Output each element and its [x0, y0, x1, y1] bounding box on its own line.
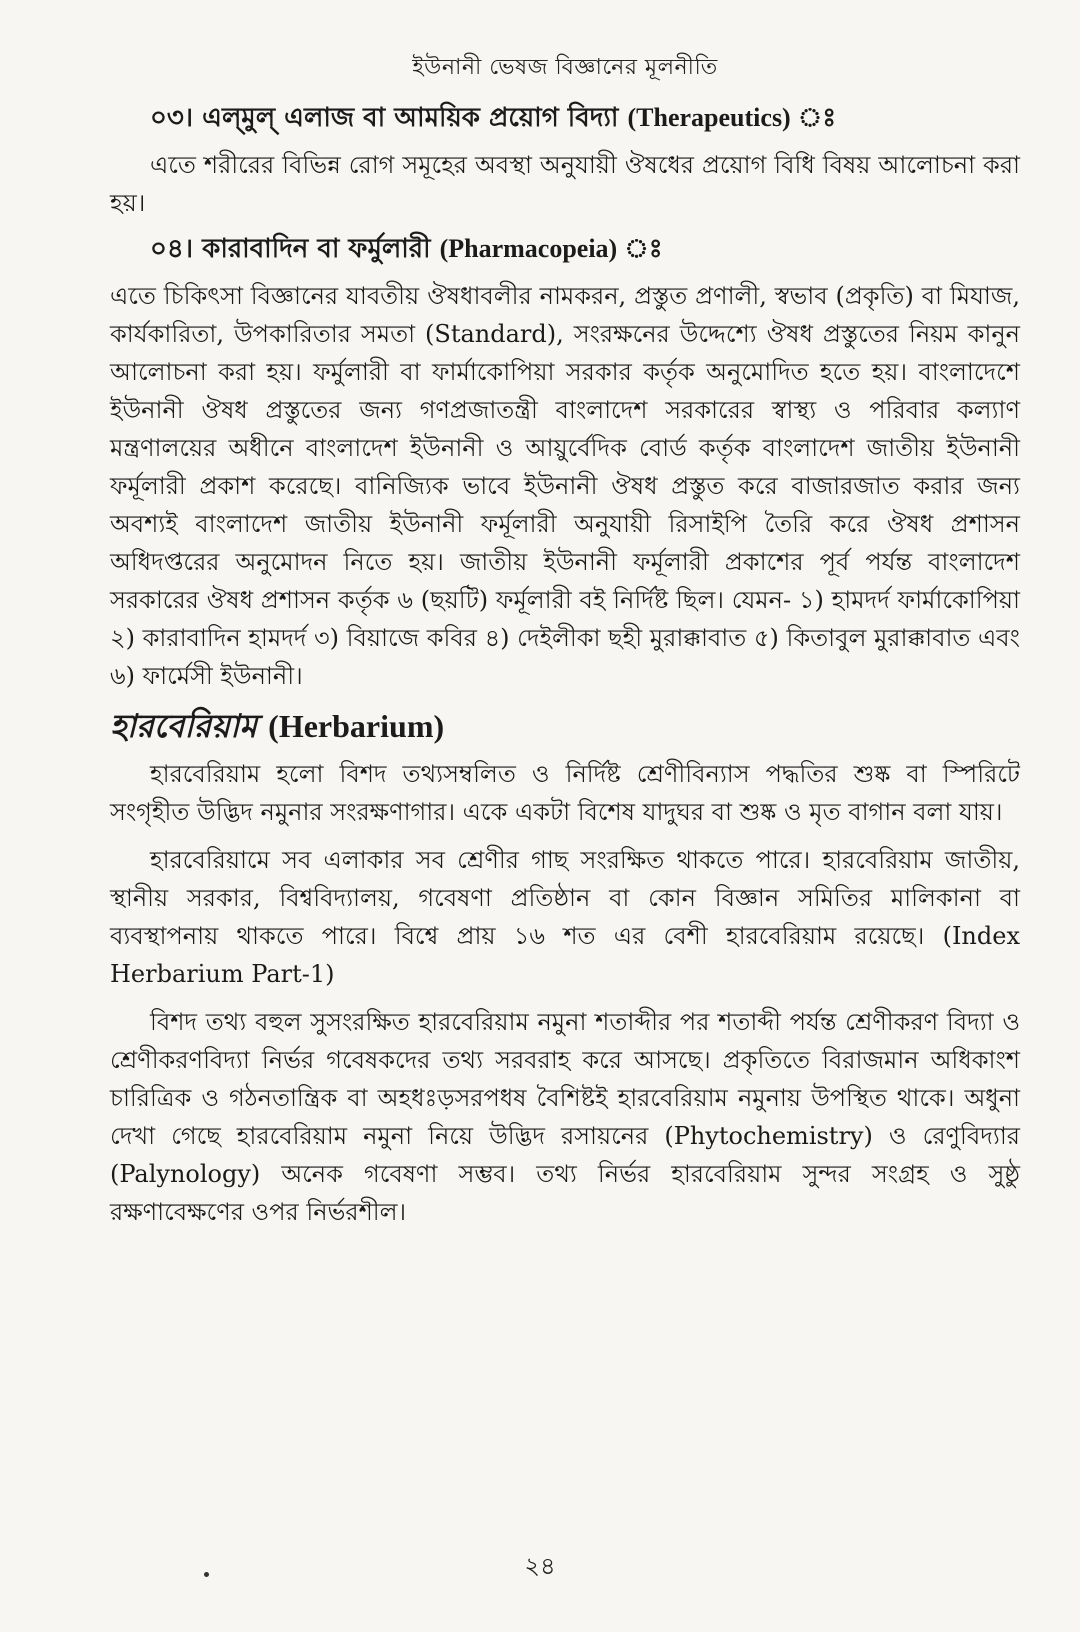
- running-header: ইউনানী ভেষজ বিজ্ঞানের মূলনীতি: [412, 55, 718, 80]
- herbarium-heading-bn: হারবেরিয়াম: [110, 706, 258, 745]
- herbarium-heading: [110, 707, 1020, 745]
- section-heading-bn: ০৩। এল্‌মুল্‌ এলাজ বা আময়িক প্রয়োগ বিদ্যা: [150, 103, 619, 133]
- paragraph-pharmacopeia: এতে চিকিৎসা বিজ্ঞানের যাবতীয় ঔষধাবলীর নামকরন, প্রস্তুত প্রণালী, স্বভাব (প্রকৃতি) বা মিযাজ, কার্যকারিতা, উপকারিতার সমতা (Standard), সংরক্ষনের উদ্দেশ্যে ঔষধ প্রস্তুতের নিয়ম কানুন আলোচনা করা হয়। ফর্মুলারী বা ফার্মাকোপিয়া সরকার কর্তৃক অনুমোদিত হতে হয়। বাংলাদেশে ইউনানী ঔষধ প্রস্তুতের জন্য গণপ্রজাতন্ত্রী বাংলাদেশ সরকারের স্বাস্থ্য ও পরিবার কল্যাণ মন্ত্রণালয়ের অধীনে বাংলাদেশ ইউনানী ও আয়ুর্বেদিক বোর্ড কর্তৃক বাংলাদেশ জাতীয় ইউনানী ফর্মূলারী প্রকাশ করেছে। বানিজ্যিক ভাবে ইউনানী ঔষধ প্রস্তুত করে বাজারজাত করার জন্য অবশ্যই বাংলাদেশ জাতীয় ইউনানী ফর্মূলারী অনুযায়ী রিসাইপি তৈরি করে ঔষধ প্রশাসন অধিদপ্তরের অনুমোদন নিতে হয়। জাতীয় ইউনানী ফর্মূলারী প্রকাশের পূর্ব পর্যন্ত বাংলাদেশ সরকারের ঔষধ প্রশাসন কর্তৃক ৬ (ছয়টি) ফর্মূলারী বই নির্দিষ্ট ছিল। যেমন- ১) হামদর্দ ফার্মাকোপিয়া ২) কারাবাদিন হামদর্দ ৩) বিয়াজে কবির ৪) দেইলীকা ছহী মুরাক্কাবাত ৫) কিতাবুল মুরাক্কাবাত এবং ৬) ফার্মেসী ইউনানী।: [110, 281, 1020, 690]
- page-number: ২৪: [524, 1552, 556, 1580]
- paragraph-therapeutics: এতে শরীরের বিভিন্ন রোগ সমূহের অবস্থা অনুযায়ী ঔষধের প্রয়োগ বিধি বিষয় আলোচনা করা হয়।: [110, 150, 1020, 217]
- paragraph-herbarium-2: হারবেরিয়ামে সব এলাকার সব শ্রেণীর গাছ সংরক্ষিত থাকতে পারে। হারবেরিয়াম জাতীয়, স্থানীয় সরকার, বিশ্ববিদ্যালয়, গবেষণা প্রতিষ্ঠান বা কোন বিজ্ঞান সমিতির মালিকানা বা ব্যবস্থাপনায় থাকতে পারে। বিশ্বে প্রায় ১৬ শত এর বেশী হারবেরিয়াম রয়েছে। (Index Herbarium Part-1): [110, 845, 1020, 988]
- paragraph-herbarium-1: হারবেরিয়াম হলো বিশদ তথ্যসম্বলিত ও নির্দিষ্ট শ্রেণীবিন্যাস পদ্ধতির শুষ্ক বা স্পিরিটে সংগৃহীত উদ্ভিদ নমুনার সংরক্ষণাগার। একে একটা বিশেষ যাদুঘর বা শুষ্ক ও মৃত বাগান বলা যায়।: [110, 759, 1020, 826]
- herbarium-heading-en: (Herbarium): [268, 707, 445, 744]
- print-dot-mark: [204, 1572, 209, 1577]
- section-heading-therapeutics: [150, 101, 1020, 136]
- section-heading-en: (Pharmacopeia) ঃ: [439, 233, 663, 263]
- paragraph-herbarium-3: বিশদ তথ্য বহুল সুসংরক্ষিত হারবেরিয়াম নমুনা শতাব্দীর পর শতাব্দী পর্যন্ত শ্রেণীকরণ বিদ্যা ও শ্রেণীকরণবিদ্যা নির্ভর গবেষকদের তথ্য সরবরাহ করে আসছে। প্রকৃতিতে বিরাজমান অধিকাংশ চারিত্রিক ও গঠনতান্ত্রিক বা অহধঃড়সরপধষ বৈশিষ্টই হারবেরিয়াম নমুনায় উপস্থিত থাকে। অধুনা দেখা গেছে হারবেরিয়াম নমুনা নিয়ে উদ্ভিদ রসায়নের (Phytochemistry) ও রেণুবিদ্যার (Palynology) অনেক গবেষণা সম্ভব। তথ্য নির্ভর হারবেরিয়াম সুন্দর সংগ্রহ ও সুষ্ঠু রক্ষণাবেক্ষণের ওপর নির্ভরশীল।: [110, 1007, 1020, 1226]
- section-heading-pharmacopeia: [150, 232, 1020, 267]
- section-heading-en: (Therapeutics) ঃ: [627, 103, 837, 132]
- section-heading-bn: ০৪। কারাবাদিন বা ফর্মুলারী: [150, 233, 431, 264]
